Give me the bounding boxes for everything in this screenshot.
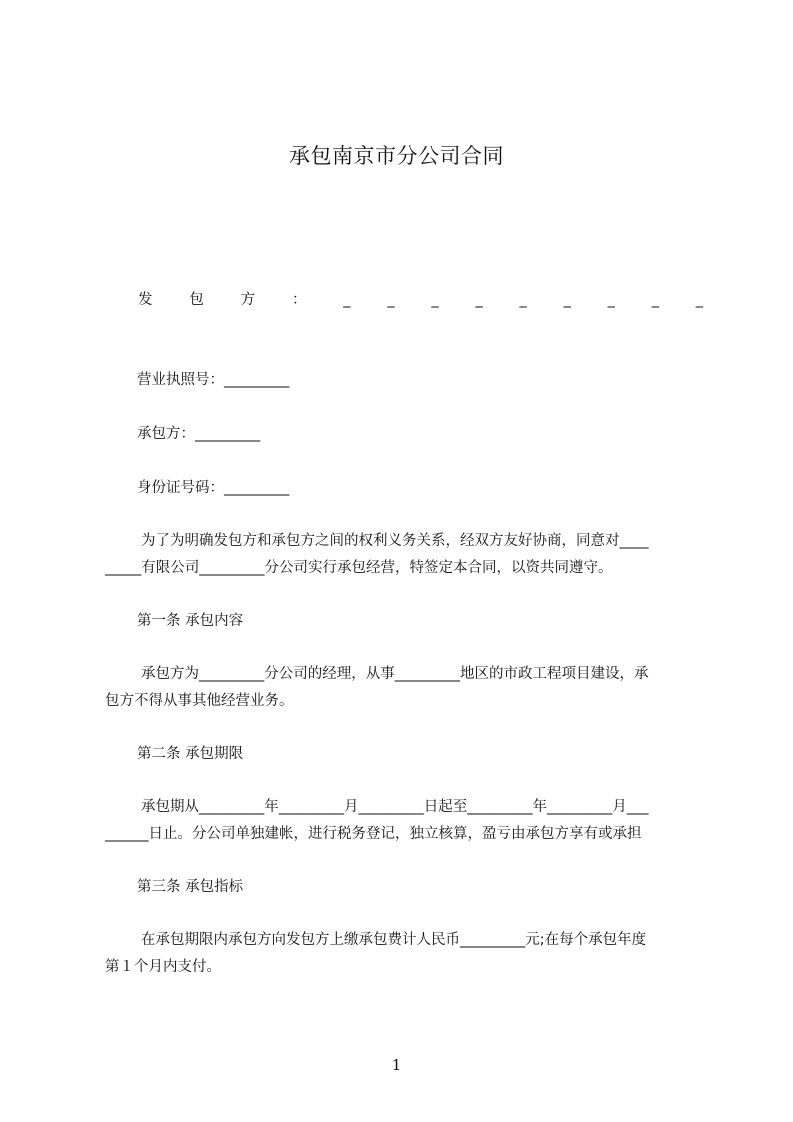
party-a-blank: _ [343, 292, 351, 308]
page-number: 1 [391, 1056, 402, 1074]
preamble-line: _____有限公司_________分公司实行承包经营，特签定本合同，以资共同遵守。 [105, 560, 613, 576]
party-b-line: 承包方：_________ [137, 426, 261, 442]
article-text-line: ______日止。分公司单独建帐，进行税务登记，独立核算，盈亏由承包方享有或承担 [105, 826, 642, 842]
party-a-blank: _ [519, 292, 527, 308]
license-number-line: 营业执照号：_________ [137, 372, 290, 388]
party-a-blank: _ [563, 292, 571, 308]
party-a-blank: _ [475, 292, 483, 308]
article-text-line: 承包期从_________年_________月_________日起至_________年_________月___ [141, 799, 649, 815]
preamble-line: 为了为明确发包方和承包方之间的权利义务关系，经双方友好协商，同意对____ [141, 533, 649, 549]
article-heading: 第一条 承包内容 [137, 613, 244, 629]
article-text-line: 在承包期限内承包方向发包方上缴承包费计人民币_________元;在每个承包年度 [141, 932, 647, 948]
party-a-line [138, 290, 703, 310]
party-a-blank: _ [431, 292, 439, 308]
id-number-line: 身份证号码：_________ [137, 480, 290, 496]
article-heading: 第二条 承包期限 [137, 746, 244, 762]
contract-title: 承包南京市分公司合同 [289, 144, 504, 168]
party-a-blank: _ [695, 292, 703, 308]
article-text-line: 第１个月内支付。 [105, 959, 221, 975]
article-text-line: 包方不得从事其他经营业务。 [105, 693, 294, 709]
party-a-char: 发 [138, 292, 153, 308]
party-a-char: 方 [240, 292, 256, 308]
article-text-line: 承包方为_________分公司的经理，从事_________地区的市政工程项目建设，承 [141, 666, 649, 682]
article-heading: 第三条 承包指标 [137, 879, 244, 895]
party-a-blank: _ [651, 292, 659, 308]
party-a-blank: _ [607, 292, 615, 308]
party-a-char: 包 [189, 292, 204, 308]
party-a-char: ： [291, 292, 307, 308]
party-a-blank: _ [387, 292, 395, 308]
